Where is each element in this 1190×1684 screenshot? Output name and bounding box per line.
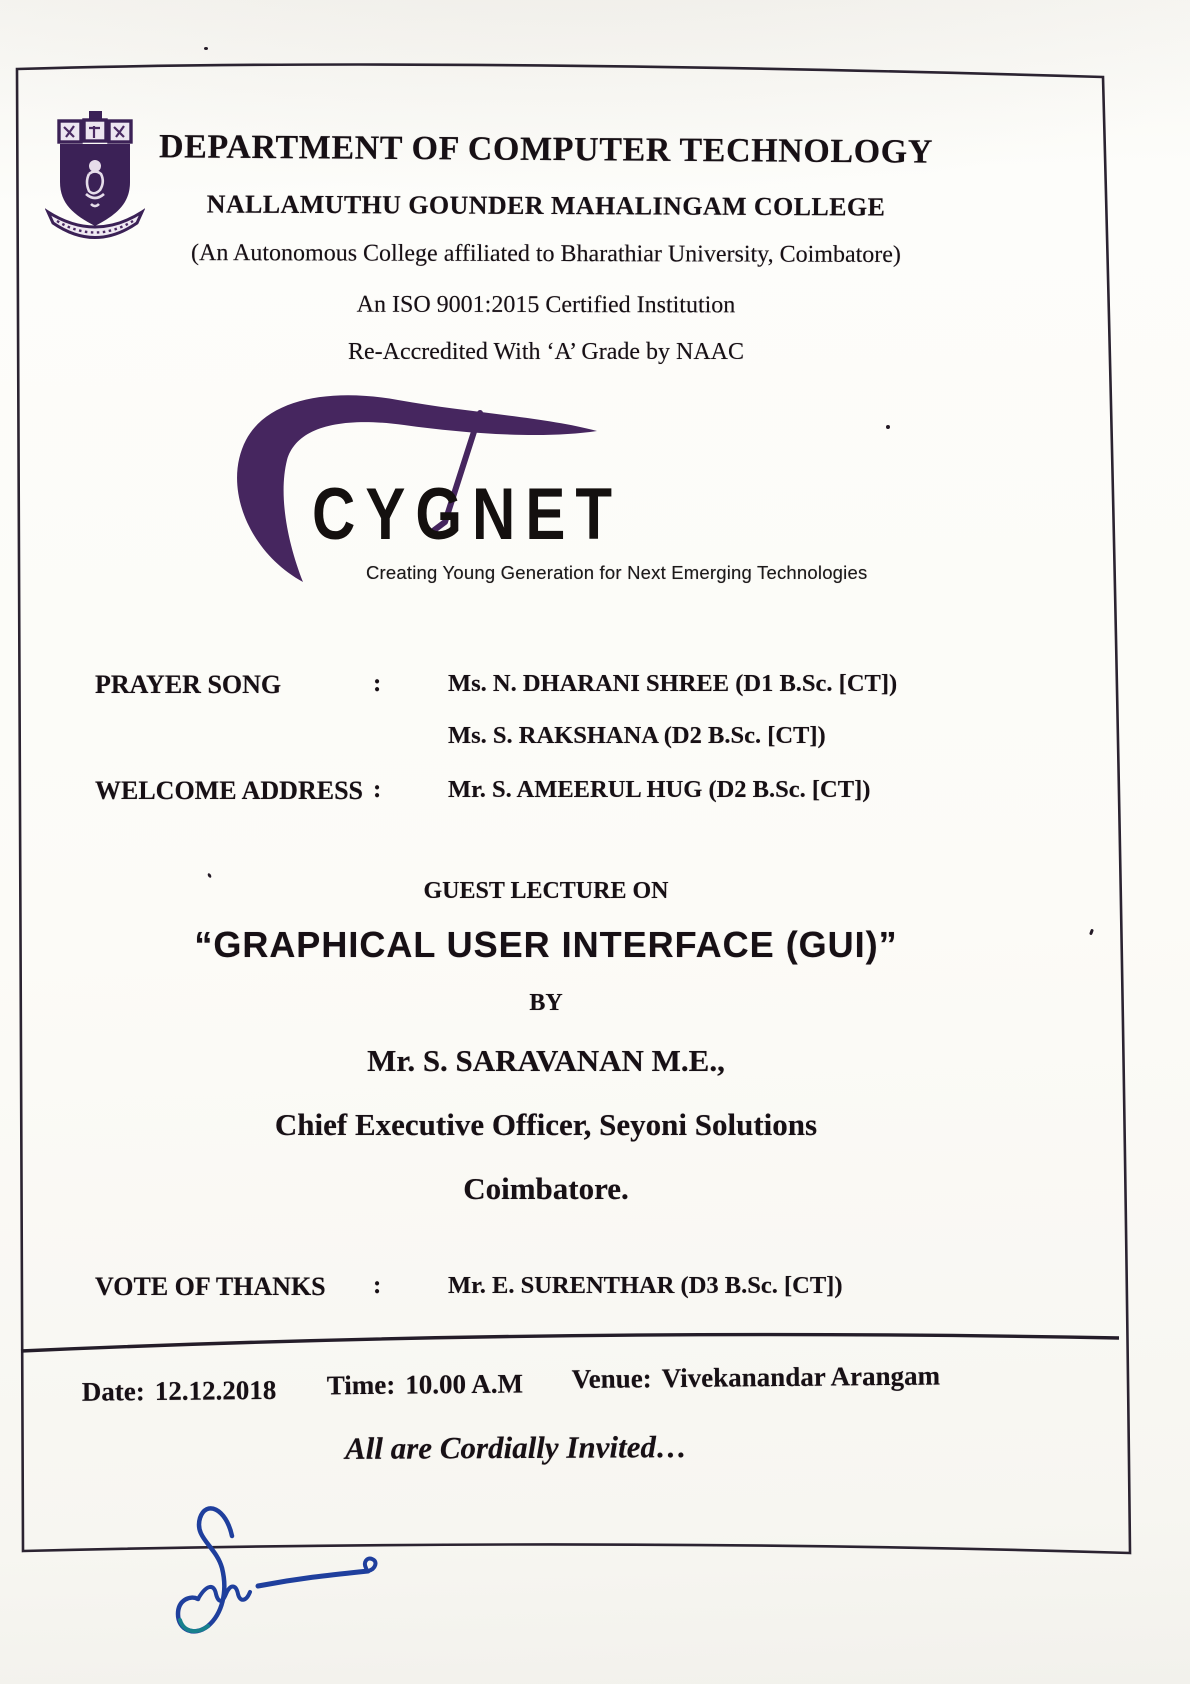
invitation-line: All are Cordially Invited…	[344, 1429, 688, 1466]
cygnet-tagline: Creating Young Generation for Next Emerging Technologies	[366, 562, 868, 583]
speaker-place: Coimbatore.	[463, 1171, 629, 1206]
vote-of-thanks-label: VOTE OF THANKS	[95, 1272, 326, 1301]
prayer-song-performer-1: Ms. N. DHARANI SHREE (D1 B.Sc. [CT])	[448, 670, 898, 697]
welcome-address-colon: :	[373, 776, 382, 803]
speaker-name: Mr. S. SARAVANAN M.E.,	[367, 1043, 725, 1078]
scan-speck	[886, 425, 890, 429]
footer-divider-rule	[21, 1335, 1119, 1351]
handwritten-signature	[150, 1480, 430, 1660]
speaker-designation: Chief Executive Officer, Seyoni Solutions	[274, 1107, 818, 1142]
scan-speck	[204, 47, 208, 50]
event-date: Date: 12.12.2018	[81, 1374, 277, 1407]
naac-accreditation-line: Re-Accredited With ‘A’ Grade by NAAC	[347, 339, 745, 365]
department-title: DEPARTMENT OF COMPUTER TECHNOLOGY	[158, 128, 934, 171]
prayer-song-colon: :	[373, 670, 382, 697]
affiliation-line: (An Autonomous College affiliated to Bharathiar University, Coimbatore)	[191, 240, 901, 268]
by-label: BY	[529, 990, 563, 1016]
guest-lecture-heading: GUEST LECTURE ON	[423, 878, 669, 904]
college-name: NALLAMUTHU GOUNDER MAHALINGAM COLLEGE	[206, 189, 886, 222]
vote-of-thanks-speaker: Mr. E. SURENTHAR (D3 B.Sc. [CT])	[448, 1272, 843, 1299]
welcome-address-label: WELCOME ADDRESS	[95, 776, 363, 805]
lecture-title: “GRAPHICAL USER INTERFACE (GUI)”	[194, 924, 898, 965]
prayer-song-performer-2: Ms. S. RAKSHANA (D2 B.Sc. [CT])	[448, 722, 826, 749]
iso-certification-line: An ISO 9001:2015 Certified Institution	[356, 291, 736, 319]
vote-of-thanks-colon: :	[373, 1272, 382, 1299]
cygnet-logo-wordmark: CYGNET	[312, 473, 623, 555]
event-time: Time: 10.00 A.M	[326, 1368, 524, 1401]
prayer-song-label: PRAYER SONG	[95, 670, 282, 699]
welcome-address-speaker: Mr. S. AMEERUL HUG (D2 B.Sc. [CT])	[448, 776, 871, 803]
event-venue: Venue: Vivekanandar Arangam	[571, 1360, 941, 1395]
